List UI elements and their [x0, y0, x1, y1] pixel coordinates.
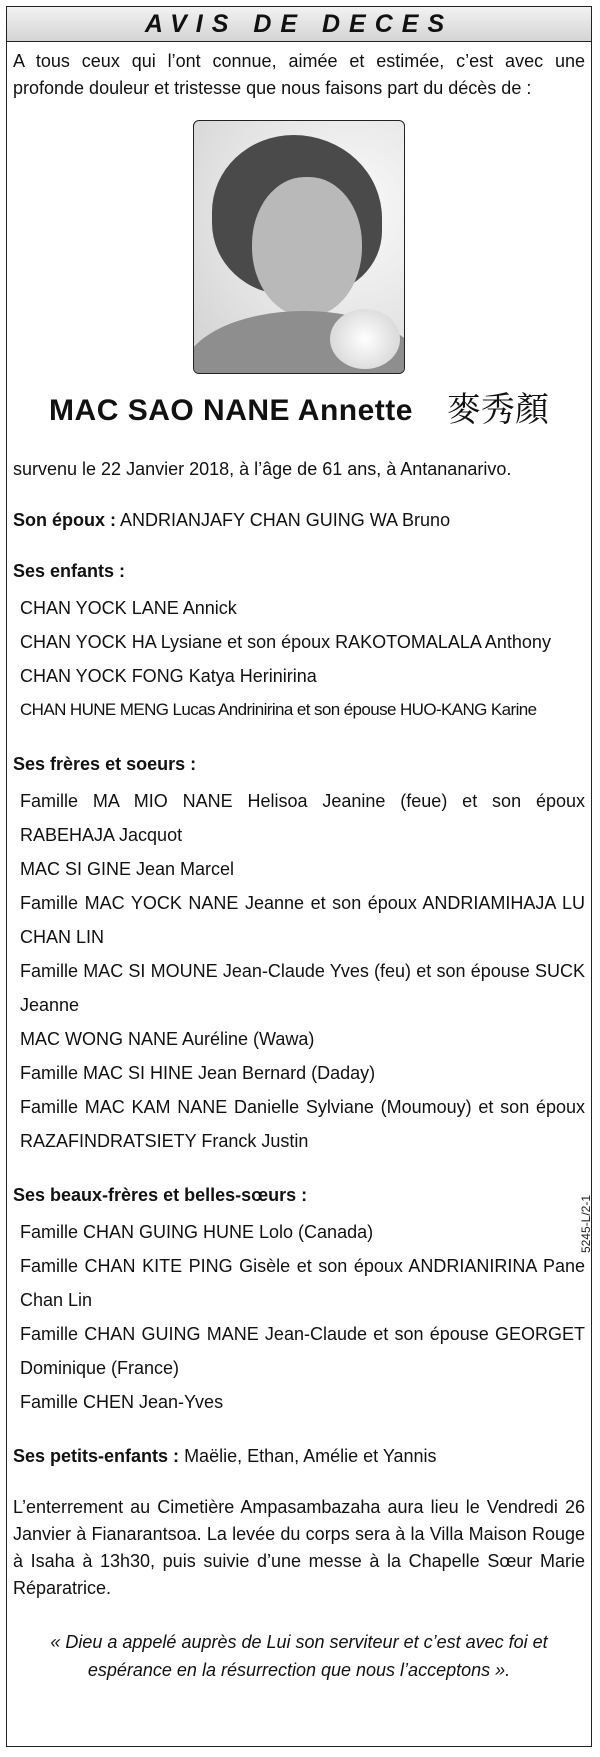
grandchildren-names: Maëlie, Ethan, Amélie et Yannis	[184, 1446, 437, 1466]
siblings-list	[20, 784, 585, 1158]
list-item: Famille MAC SI HINE Jean Bernard (Daday)	[20, 1063, 376, 1083]
list-item: CHAN YOCK HA Lysiane et son époux RAKOTOMALALA Anthony	[20, 632, 551, 652]
spouse-name: ANDRIANJAFY CHAN GUING WA Bruno	[120, 510, 451, 530]
deceased-portrait	[193, 120, 405, 374]
in-laws-list	[20, 1215, 585, 1419]
closing-quote: « Dieu a appelé auprès de Lui son serviteur et c’est avec foi et espérance en la résurrection que nous l’acceptons ».	[50, 1632, 548, 1680]
intro-text: A tous ceux qui l’ont connue, aimée et estimée, c’est avec une profonde douleur et tristesse que nous faisons part du décès de :	[13, 51, 585, 98]
spouse-line	[13, 507, 585, 534]
siblings-label: Ses frères et soeurs :	[13, 754, 197, 774]
list-item: MAC SI GINE Jean Marcel	[20, 859, 235, 879]
deceased-name-row	[13, 388, 585, 432]
list-item: Famille MA MIO NANE Helisoa Jeanine (feue) et son époux RABEHAJA Jacquot	[20, 791, 585, 845]
notice-header	[7, 7, 591, 42]
list-item: CHAN YOCK FONG Katya Herinirina	[20, 666, 317, 686]
list-item: Famille CHAN KITE PING Gisèle et son époux ANDRIANIRINA Pane Chan Lin	[20, 1256, 585, 1310]
notice-title: AVIS DE DECES	[144, 9, 454, 38]
reference-code: 5245-L/2-1	[579, 1195, 593, 1254]
death-info: survenu le 22 Janvier 2018, à l’âge de 61 ans, à Antananarivo.	[13, 459, 512, 479]
list-item: Famille MAC YOCK NANE Jeanne et son époux ANDRIAMIHAJA LU CHAN LIN	[20, 893, 585, 947]
children-label: Ses enfants :	[13, 561, 126, 581]
list-item: CHAN YOCK LANE Annick	[20, 598, 237, 618]
list-item: Famille CHAN GUING HUNE Lolo (Canada)	[20, 1222, 374, 1242]
in-laws-label: Ses beaux-frères et belles-sœurs :	[13, 1185, 308, 1205]
ceremony-info: L’enterrement au Cimetière Ampasambazaha aura lieu le Vendredi 26 Janvier à Fianarantsoa. La levée du corps sera à la Villa Maison Rouge à Isaha à 13h30, puis suivie d’une messe à la Chapelle Sœur Marie Réparatrice.	[13, 1497, 585, 1598]
list-item: Famille MAC KAM NANE Danielle Sylviane (Moumouy) et son époux RAZAFINDRATSIETY Franck Justin	[20, 1097, 585, 1151]
deceased-name: MAC SAO NANE Annette	[49, 393, 413, 427]
grandchildren-line	[13, 1443, 585, 1470]
list-item: MAC WONG NANE Auréline (Wawa)	[20, 1029, 315, 1049]
deceased-chinese-name: 麥秀顏	[446, 389, 549, 430]
list-item: Famille CHEN Jean-Yves	[20, 1392, 224, 1412]
death-notice	[6, 6, 592, 1747]
list-item: Famille MAC SI MOUNE Jean-Claude Yves (feu) et son épouse SUCK Jeanne	[20, 961, 585, 1015]
spouse-label: Son époux :	[13, 510, 116, 530]
children-list	[20, 591, 585, 727]
list-item: CHAN HUNE MENG Lucas Andrinirina et son épouse HUO-KANG Karine	[20, 700, 537, 719]
grandchildren-label: Ses petits-enfants :	[13, 1446, 180, 1466]
notice-body	[7, 42, 591, 1684]
list-item: Famille CHAN GUING MANE Jean-Claude et son épouse GEORGET Dominique (France)	[20, 1324, 585, 1378]
